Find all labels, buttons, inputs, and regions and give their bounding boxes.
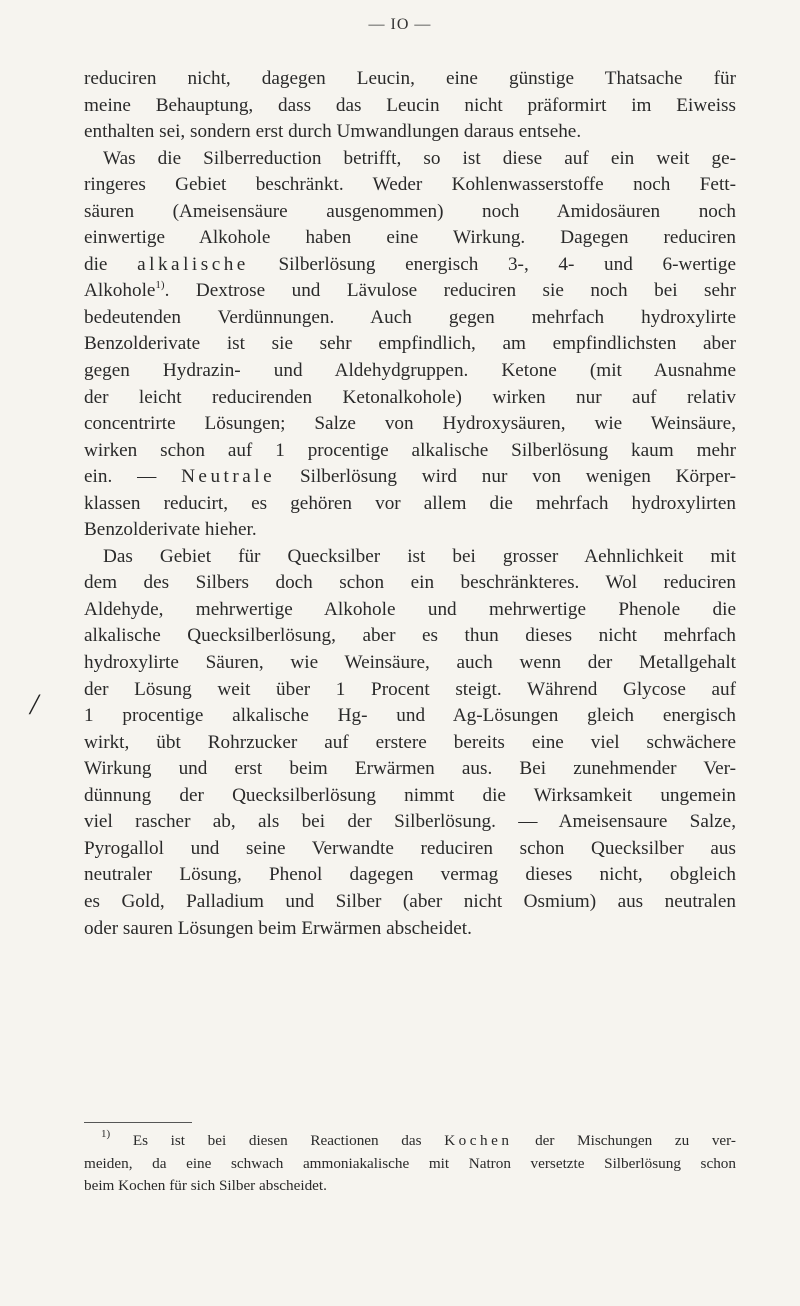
body-line [84, 544, 736, 571]
text-run: viel rascher ab, als bei der Silberlösung. — Ameisensaure Salze, [84, 811, 736, 833]
body-line [84, 809, 736, 836]
text-run: ringeres Gebiet beschränkt. Weder Kohlenwasserstoffe noch Fett- [84, 174, 736, 196]
body-line [84, 623, 736, 650]
body-line [84, 278, 736, 305]
footnote-line [84, 1175, 736, 1198]
page-number: — IO — [368, 16, 432, 33]
footnote-marker: 1) [155, 279, 165, 292]
body-line [84, 677, 736, 704]
body-line [84, 783, 736, 810]
text-run: wirkt, übt Rohrzucker auf erstere bereits eine viel schwächere [84, 731, 736, 753]
text-run: beim Kochen für sich Silber abscheidet. [84, 1177, 327, 1194]
text-run: bedeutenden Verdünnungen. Auch gegen mehrfach hydroxylirte [84, 306, 736, 328]
text-run: dem des Silbers doch schon ein beschränkteres. Wol reduciren [84, 572, 736, 594]
text-run: Es ist bei diesen Reactionen das [110, 1132, 445, 1149]
body-line [84, 862, 736, 889]
body-line [84, 703, 736, 730]
text-run: Silberlösung energisch 3-, 4- und 6-wertige [248, 253, 736, 275]
text-run: meiden, da eine schwach ammoniakalische mit Natron versetzte Silberlösung schon [84, 1154, 736, 1172]
body-line [84, 464, 736, 491]
body-line [84, 358, 736, 385]
body-line [84, 836, 736, 863]
body-line [84, 756, 736, 783]
body-line [84, 146, 736, 173]
body-line [84, 570, 736, 597]
text-run: ein. — [84, 466, 182, 488]
text-run: enthalten sei, sondern erst durch Umwandlungen daraus entsehe. [84, 121, 582, 143]
body-line [84, 172, 736, 199]
body-line [84, 119, 736, 146]
body-line [84, 730, 736, 757]
body-line [84, 491, 736, 518]
text-run: gegen Hydrazin- und Aldehydgruppen. Ketone (mit Ausnahme [84, 360, 736, 382]
footnote-line [84, 1130, 736, 1153]
emphasized-text: Neutrale [181, 466, 276, 488]
text-run: wirken schon auf 1 procentige alkalische Silberlösung kaum mehr [84, 439, 736, 461]
footnote-line [84, 1153, 736, 1176]
text-run: concentrirte Lösungen; Salze von Hydroxysäuren, wie Weinsäure, [84, 413, 736, 435]
body-line [84, 438, 736, 465]
body-line [84, 305, 736, 332]
footnote-divider [84, 1122, 192, 1123]
text-run: alkalische Quecksilberlösung, aber es thun dieses nicht mehrfach [84, 625, 736, 647]
emphasized-text: Kochen [444, 1132, 513, 1149]
text-run: 1 procentige alkalische Hg- und Ag-Lösungen gleich energisch [84, 705, 736, 727]
body-line [84, 331, 736, 358]
text-run: es Gold, Palladium und Silber (aber nicht Osmium) aus neutralen [84, 890, 736, 912]
text-run: die [84, 253, 138, 275]
body-line [84, 225, 736, 252]
text-run: meine Behauptung, dass das Leucin nicht präformirt im Eiweiss [84, 94, 736, 116]
footnote-marker: 1) [101, 1128, 111, 1140]
text-run: Silberlösung wird nur von wenigen Körper- [275, 466, 736, 488]
body-line [84, 199, 736, 226]
text-run: Benzolderivate hieher. [84, 519, 257, 541]
emphasized-text: alkalische [137, 253, 249, 275]
body-line [84, 252, 736, 279]
text-run: klassen reducirt, es gehören vor allem die mehrfach hydroxylirten [84, 492, 736, 514]
body-line [84, 597, 736, 624]
margin-pencil-mark: / [30, 688, 39, 721]
text-run: einwertige Alkohole haben eine Wirkung. Dagegen reduciren [84, 227, 736, 249]
body-text [84, 66, 736, 942]
text-run: Benzolderivate ist sie sehr empfindlich, am empfindlichsten aber [84, 333, 736, 355]
text-run: säuren (Ameisensäure ausgenommen) noch Amidosäuren noch [84, 200, 736, 222]
text-run: oder sauren Lösungen beim Erwärmen abscheidet. [84, 917, 472, 939]
text-run: Wirkung und erst beim Erwärmen aus. Bei zunehmender Ver- [84, 758, 736, 780]
text-run: Aldehyde, mehrwertige Alkohole und mehrwertige Phenole die [84, 598, 736, 620]
body-line [84, 889, 736, 916]
text-run: . Dextrose und Lävulose reduciren sie noch bei sehr [164, 280, 736, 302]
text-run: reduciren nicht, dagegen Leucin, eine günstige Thatsache für [84, 68, 736, 89]
text-run: Was die Silberreduction betrifft, so ist diese auf ein weit ge- [103, 147, 736, 169]
text-run: dünnung der Quecksilberlösung nimmt die Wirksamkeit ungemein [84, 784, 736, 806]
body-line [84, 385, 736, 412]
body-line [84, 650, 736, 677]
text-run: der Lösung weit über 1 Procent steigt. Während Glycose auf [84, 678, 736, 700]
text-run: Pyrogallol und seine Verwandte reduciren schon Quecksilber aus [84, 837, 736, 859]
text-run: Das Gebiet für Quecksilber ist bei grosser Aehnlichkeit mit [103, 545, 736, 567]
text-run: der Mischungen zu ver- [512, 1132, 736, 1149]
text-run: der leicht reducirenden Ketonalkohole) wirken nur auf relativ [84, 386, 736, 408]
footnote-text [84, 1130, 736, 1198]
body-line [84, 411, 736, 438]
text-run: hydroxylirte Säuren, wie Weinsäure, auch wenn der Metallgehalt [84, 652, 736, 674]
body-line [84, 517, 736, 544]
body-line [84, 93, 736, 120]
body-line [84, 916, 736, 943]
text-run: Alkohole [84, 280, 156, 302]
text-run: neutraler Lösung, Phenol dagegen vermag dieses nicht, obgleich [84, 864, 736, 886]
body-line [84, 66, 736, 93]
